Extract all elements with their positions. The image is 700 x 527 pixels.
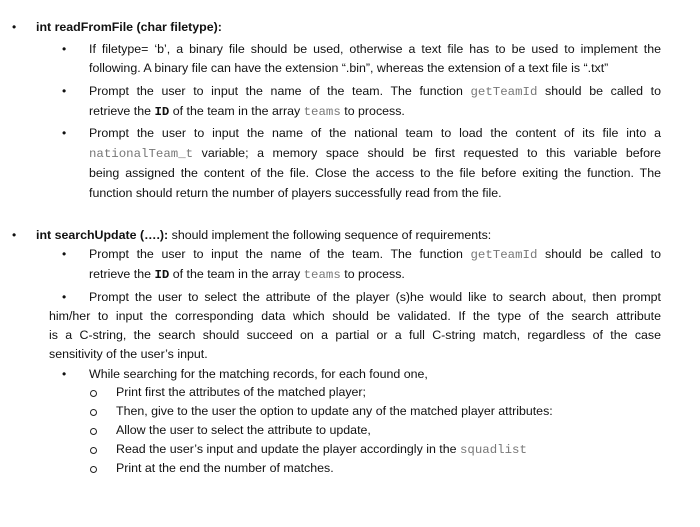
item-2-2-line-1: Prompt the user to select the attribute of the player (s)he would like to search about, then prompt <box>89 290 661 304</box>
item-1-3-line-3: being assigned the content of the file. Close the access to the file before exiting the function. The <box>89 166 661 180</box>
sub-item-3: Allow the user to select the attribute to update, <box>116 423 371 437</box>
sub-bullet-1 <box>90 390 97 397</box>
sub-item-2: Then, give to the user the option to update any of the matched player attributes: <box>116 404 553 418</box>
bullet-item-1-3: • <box>62 126 67 140</box>
sub-bullet-3 <box>90 428 97 435</box>
sub-bullet-2 <box>90 409 97 416</box>
bullet-section-1: • <box>12 20 17 34</box>
sub-item-5: Print at the end the number of matches. <box>116 461 334 475</box>
item-1-1-line-1: If filetype= ‘b’, a binary file should be used, otherwise a text file has to be used to implement the <box>89 42 661 56</box>
bullet-item-1-2: • <box>62 84 67 98</box>
heading-searchupdate: int searchUpdate (….): should implement the following sequence of requirements: <box>36 228 492 242</box>
item-1-1-line-2: following. A binary file can have the extension “.bin”, whereas the extension of a text file is “.txt” <box>89 61 609 75</box>
item-1-2-line-2: retrieve the ID of the team in the array teams to process. <box>89 104 405 119</box>
bullet-item-2-3: • <box>62 367 67 381</box>
bullet-section-2: • <box>12 228 17 242</box>
item-1-3-line-4: function should return the number of players successfully read from the file. <box>89 186 502 200</box>
sub-bullet-5 <box>90 466 97 473</box>
item-2-2-line-2: him/her to input the corresponding data which should be validated. If the type of the search attribute <box>49 309 661 323</box>
heading-readfromfile: int readFromFile (char filetype): <box>36 20 222 34</box>
item-2-2-line-4: sensitivity of the user’s input. <box>49 347 208 361</box>
item-1-3-line-2: nationalTeam_t variable; a memory space should be first requested to this variable before <box>89 146 661 161</box>
bullet-item-2-2: • <box>62 290 67 304</box>
item-1-3-line-1: Prompt the user to input the name of the national team to load the content of its file into a <box>89 126 661 140</box>
bullet-item-1-1: • <box>62 42 67 56</box>
item-1-2-line-1: Prompt the user to input the name of the team. The function getTeamId should be called to <box>89 84 661 99</box>
item-2-2-line-3: is a C-string, the search should succeed on a partial or a full C-string match, regardless of the case <box>49 328 661 342</box>
sub-item-1: Print first the attributes of the matched player; <box>116 385 366 399</box>
item-2-1-line-1: Prompt the user to input the name of the team. The function getTeamId should be called to <box>89 247 661 262</box>
sub-item-4: Read the user’s input and update the player accordingly in the squadlist <box>116 442 527 457</box>
sub-bullet-4 <box>90 447 97 454</box>
item-2-1-line-2: retrieve the ID of the team in the array teams to process. <box>89 267 405 282</box>
bullet-item-2-1: • <box>62 247 67 261</box>
item-2-3-line-1: While searching for the matching records, for each found one, <box>89 367 428 381</box>
